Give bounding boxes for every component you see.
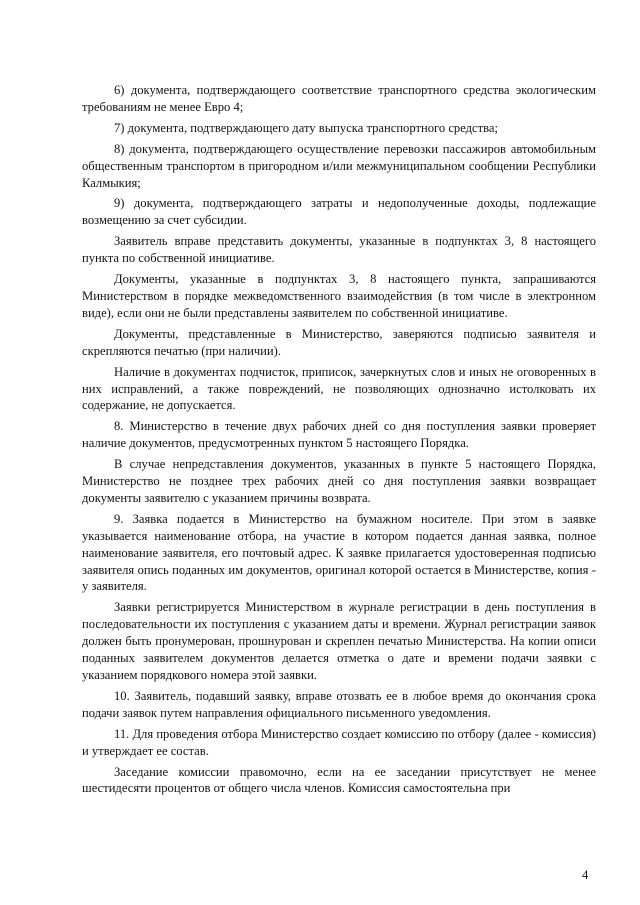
paragraph-7-release-date: 7) документа, подтверждающего дату выпуска транспортного средства;: [114, 120, 499, 135]
paragraph-return: В случае непредставления документов, указанных в пункте 5 настоящего Порядка, Министерство не позднее трех рабочих дней со дня поступления заявки возвращает документы заявителю с указанием причины возврата.: [82, 457, 596, 505]
paragraph-item-9: 9. Заявка подается в Министерство на бумажном носителе. При этом в заявке указывается наименование отбора, на участие в котором подается данная заявка, полное наименование заявителя, его почтовый адрес. К заявке прилагается удостоверенная подписью заявителя опись поданных им документов, оригинал которой остается в Министерстве, копия - у заявителя.: [82, 511, 596, 594]
page-number: 4: [582, 868, 589, 882]
paragraph-certification: Документы, представленные в Министерство, заверяются подписью заявителя и скрепляются печатью (при наличии).: [82, 326, 596, 358]
paragraph-9-costs: 9) документа, подтверждающего затраты и недополученные доходы, подлежащие возмещению за счет субсидии.: [82, 196, 596, 228]
paragraph-corrections: Наличие в документах подчисток, приписок, зачеркнутых слов и иных не оговоренных в них исправлений, а также повреждений, не позволяющих однозначно истолковать их содержание, не допускается.: [82, 364, 596, 413]
paragraph-8-transport: 8) документа, подтверждающего осуществление перевозки пассажиров автомобильным общественным транспортом в пригородном и/или межмуниципальном сообщении Республики Калмыкия;: [82, 141, 596, 190]
paragraph-item-10: 10. Заявитель, подавший заявку, вправе отозвать ее в любое время до окончания срока подачи заявок путем направления официального письменного уведомления.: [82, 688, 596, 720]
document-body: [82, 82, 596, 801]
paragraph-item-11: 11. Для проведения отбора Министерство создает комиссию по отбору (далее - комиссия) и утверждает ее состав.: [82, 726, 596, 758]
paragraph-registration: Заявки регистрируется Министерством в журнале регистрации в день поступления в последовательности их поступления с указанием даты и времени. Журнал регистрации заявок должен быть пронумерован, прошнурован и скреплен печатью Министерства. На копии описи поданных заявителем документов делается отметка о дате и времени подачи заявки с указанием порядкового номера этой заявки.: [82, 600, 596, 682]
paragraph-item-8: 8. Министерство в течение двух рабочих дней со дня поступления заявки проверяет наличие документов, предусмотренных пунктом 5 настоящего Порядка.: [82, 419, 596, 451]
paragraph-quorum: Заседание комиссии правомочно, если на ее заседании присутствует не менее шестидесяти процентов от общего числа членов. Комиссия самостоятельна при: [82, 764, 596, 796]
paragraph-6-eco: 6) документа, подтверждающего соответствие транспортного средства экологическим требованиям не менее Евро 4;: [82, 83, 596, 114]
paragraph-own-initiative: Заявитель вправе представить документы, указанные в подпунктах 3, 8 настоящего пункта по собственной инициативе.: [82, 234, 596, 266]
paragraph-interagency: Документы, указанные в подпунктах 3, 8 настоящего пункта, запрашиваются Министерством в порядке межведомственного взаимодействия (в том числе в электронном виде), если они не были представлены заявителем по собственной инициативе.: [82, 272, 596, 320]
